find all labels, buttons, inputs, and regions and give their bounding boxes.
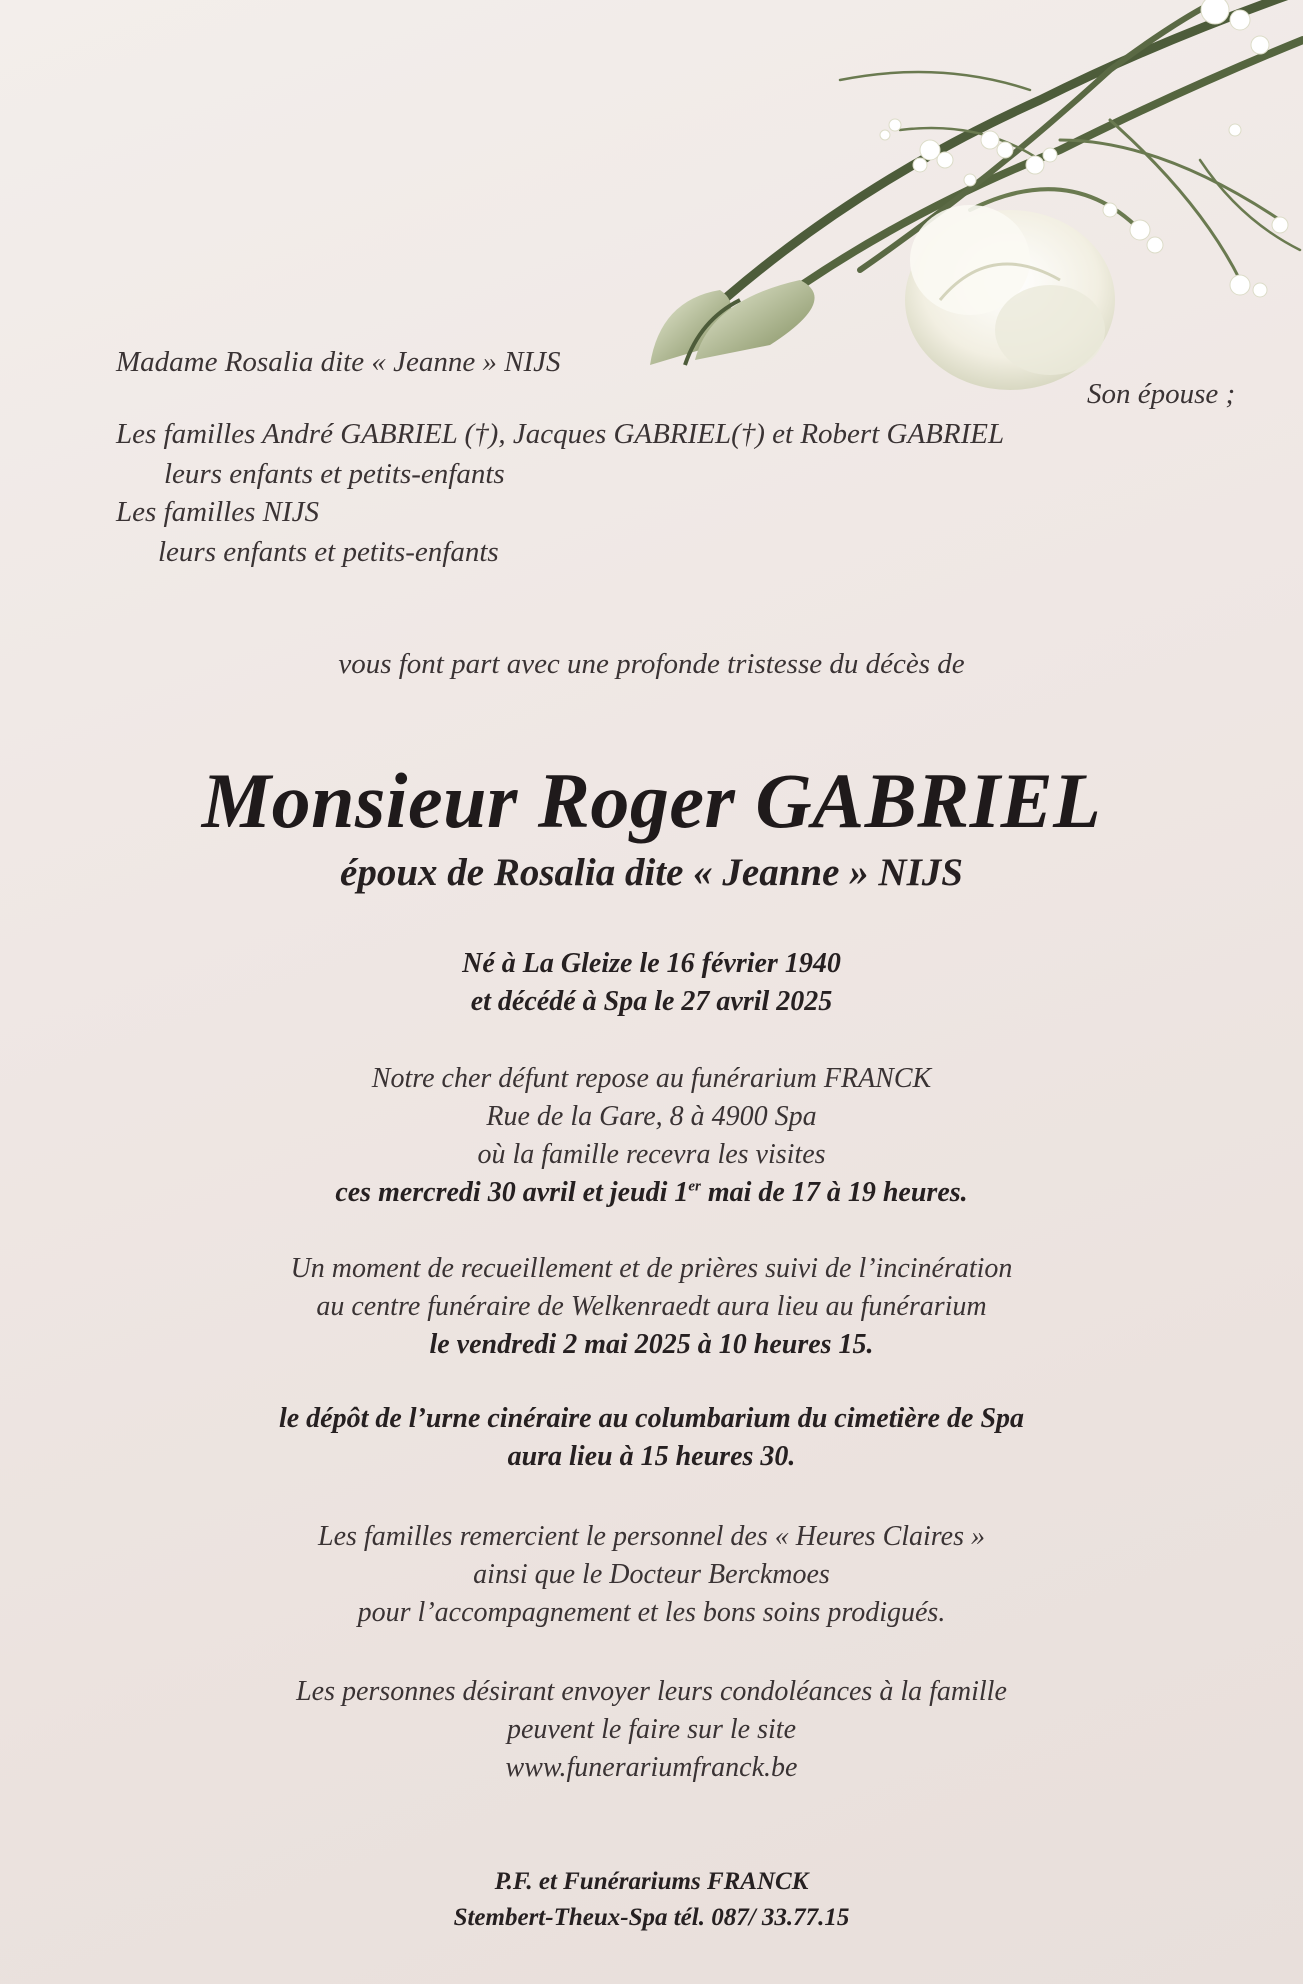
footer-block [0, 1864, 1303, 1936]
thanks-line: pour l’accompagnement et les bons soins prodigués. [357, 1597, 946, 1628]
repose-line: où la famille recevra les visites [477, 1139, 826, 1170]
ceremony-block [0, 1250, 1303, 1364]
repose-line: Notre cher défunt repose au funérarium FRANCK [371, 1063, 932, 1094]
visit-times-b: mai de 17 à 19 heures. [700, 1177, 968, 1208]
visit-times [0, 1174, 1303, 1212]
widow-name: Madame Rosalia dite « Jeanne » NIJS [116, 346, 561, 378]
repose-block [0, 1060, 1303, 1212]
thanks-line: Les familles remercient le personnel des « Heures Claires » [318, 1521, 985, 1552]
urn-line: le dépôt de l’urne cinéraire au columbarium du cimetière de Spa [278, 1403, 1025, 1434]
thanks-line: ainsi que le Docteur Berckmoes [473, 1559, 830, 1590]
condolences-block [0, 1673, 1303, 1787]
family-line: Les familles NIJS [116, 496, 319, 528]
ceremony-line: Un moment de recueillement et de prières suivi de l’incinération [290, 1253, 1013, 1284]
intro-text: vous font part avec une profonde tristesse du décès de [338, 648, 965, 680]
family-announcement [0, 0, 1303, 600]
visit-times-sup: er [688, 1178, 701, 1195]
deceased-name: Monsieur Roger GABRIEL [201, 757, 1102, 844]
ceremony-line: au centre funéraire de Welkenraedt aura lieu au funérarium [316, 1291, 987, 1322]
urn-time: aura lieu à 15 heures 30. [507, 1441, 796, 1472]
widow-role: Son épouse ; [1087, 378, 1236, 410]
condolences-line: Les personnes désirant envoyer leurs condoléances à la famille [296, 1676, 1007, 1707]
family-line: leurs enfants et petits-enfants [164, 458, 505, 490]
urn-block [0, 1400, 1303, 1476]
website-link[interactable]: www.funerariumfranck.be [505, 1752, 798, 1783]
thanks-block [0, 1518, 1303, 1632]
family-line: leurs enfants et petits-enfants [158, 536, 499, 568]
funeral-home-name: P.F. et Funérariums FRANCK [494, 1868, 809, 1895]
repose-line: Rue de la Gare, 8 à 4900 Spa [486, 1101, 817, 1132]
family-line: Les familles André GABRIEL (†), Jacques GABRIEL(†) et Robert GABRIEL [116, 418, 1005, 450]
dates-block [0, 945, 1303, 1021]
death-line: et décédé à Spa le 27 avril 2025 [470, 986, 833, 1017]
deceased-spouse: époux de Rosalia dite « Jeanne » NIJS [340, 851, 963, 894]
funeral-home-contact: Stembert-Theux-Spa tél. 087/ 33.77.15 [453, 1904, 850, 1931]
visit-times-a: ces mercredi 30 avril et jeudi 1 [335, 1177, 689, 1208]
ceremony-date: le vendredi 2 mai 2025 à 10 heures 15. [429, 1329, 874, 1360]
birth-line: Né à La Gleize le 16 février 1940 [462, 948, 841, 979]
condolences-line: peuvent le faire sur le site [507, 1714, 796, 1745]
